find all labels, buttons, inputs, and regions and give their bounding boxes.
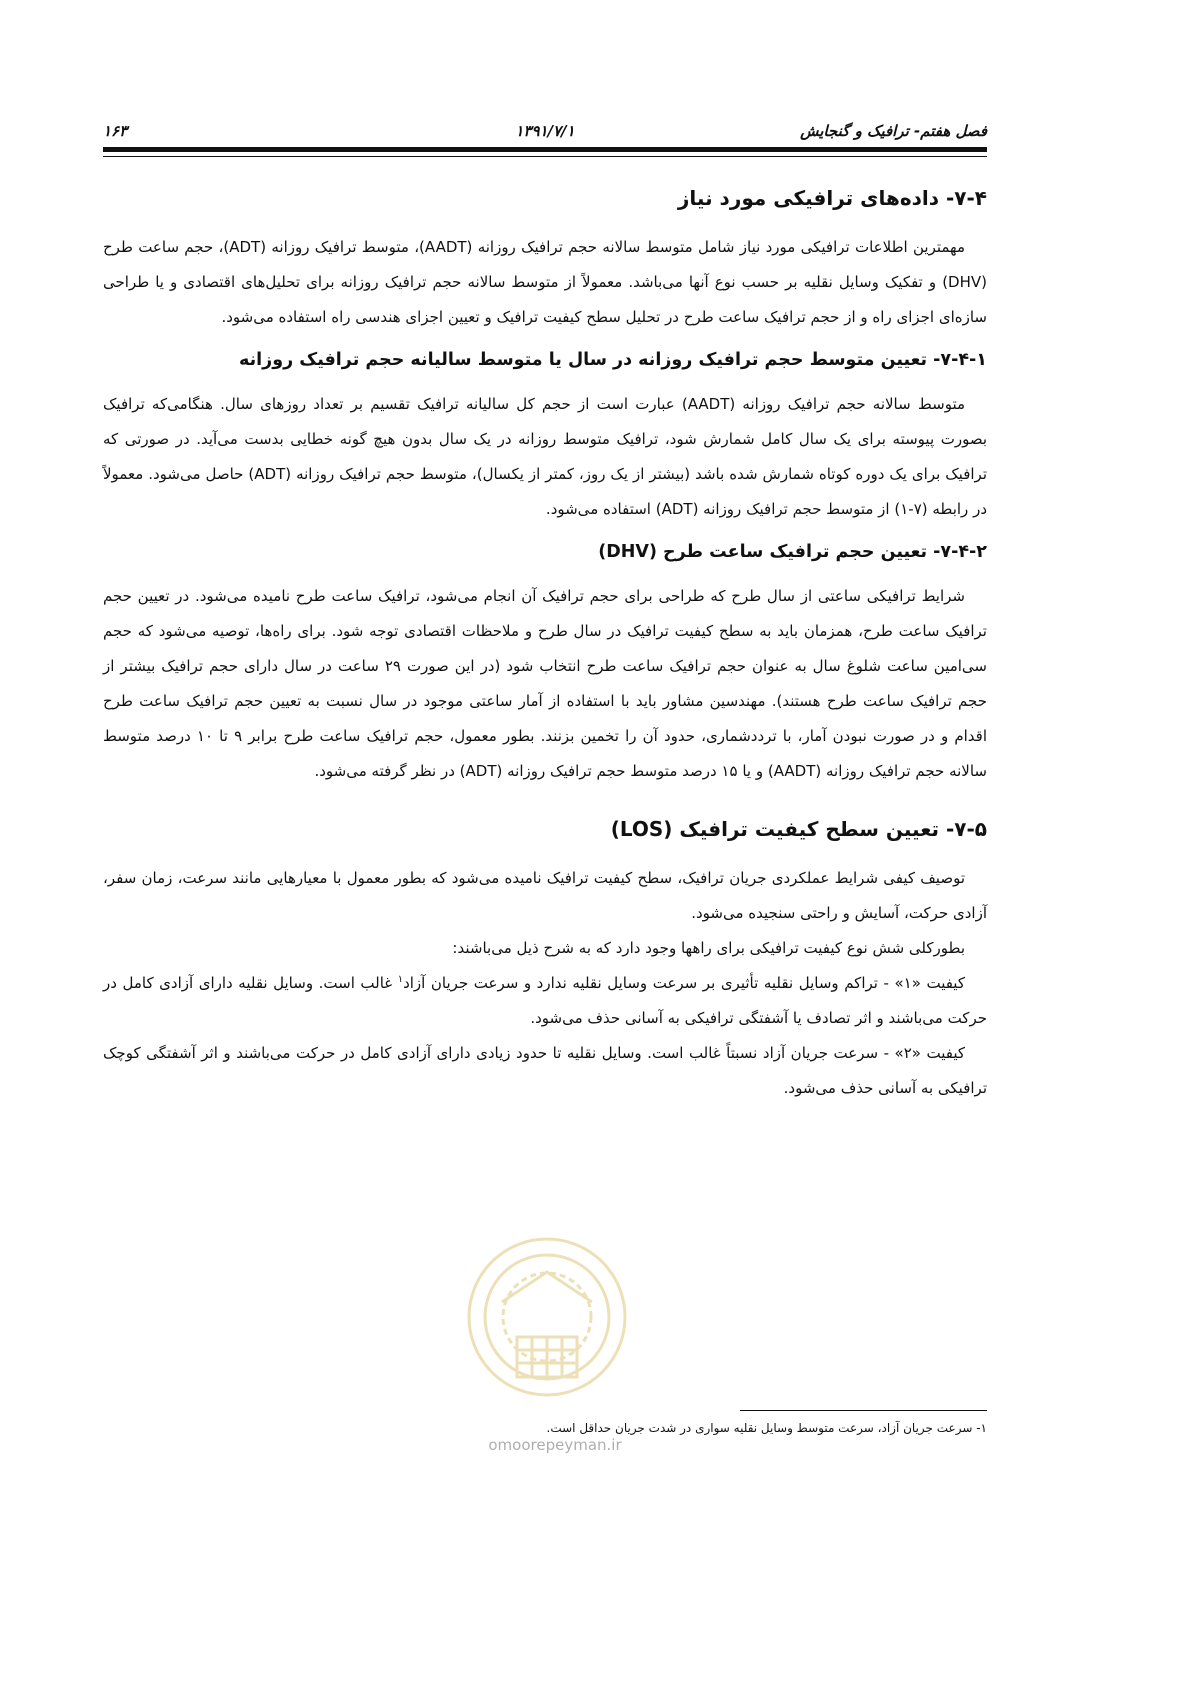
section-7-5-paragraph-2: بطورکلی شش نوع کیفیت ترافیکی برای راهها وجود دارد که به شرح ذیل می‌باشند: xyxy=(452,939,965,957)
footnote-ref[interactable]: ۱ xyxy=(397,974,404,985)
section-7-4-1-paragraph: متوسط سالانه حجم ترافیک روزانه (AADT) عبارت است از حجم کل سالیانه ترافیک تقسیم بر تعداد روزهای سال. هنگامی‌که ترافیک بصورت پیوسته برای یک سال کامل شمارش شود، ترافیک متوسط روزانه در یک سال بدون هیچ گونه خطایی بدست می‌آید. در صورتی که ترافیک برای یک دوره کوتاه شمارش شده باشد (بیشتر از یک روز، کمتر از یکسال)، متوسط حجم ترافیک روزانه (ADT) حاصل می‌شود. معمولاً در رابطه (۷-۱) از متوسط حجم ترافیک روزانه (ADT) استفاده می‌شود. xyxy=(103,395,987,518)
header-rule-thick xyxy=(103,147,987,152)
footnote-rule xyxy=(740,1410,987,1411)
section-heading-7-4-2: ۷-۴-۲- تعیین حجم ترافیک ساعت طرح (DHV) xyxy=(598,542,987,562)
quality-level-1 xyxy=(103,966,987,1036)
section-heading-7-4: ۷-۴- داده‌های ترافیکی مورد نیاز xyxy=(677,186,987,210)
watermark-logo-icon xyxy=(462,1232,632,1402)
watermark-site: omoorepeyman.ir xyxy=(488,1436,622,1454)
header-date: ۱۳۹۱/۷/۱ xyxy=(515,122,575,140)
quality-1-rest: غالب است. وسایل نقلیه دارای آزادی کامل در حرکت می‌باشند و اثر تصادف یا آشفتگی ترافیکی به آسانی حذف می‌شود. xyxy=(103,974,987,1027)
page-number: ۱۶۳ xyxy=(103,122,128,140)
section-7-4-2-paragraph: شرایط ترافیکی ساعتی از سال طرح که طراحی برای حجم ترافیک آن انجام می‌شود، ترافیک ساعت طرح نامیده می‌شود. در تعیین حجم ترافیک ساعت طرح، همزمان باید به سطح کیفیت ترافیک در سال طرح و ملاحظات اقتصادی توجه شود. برای راه‌ها، توصیه می‌شود که حجم سی‌امین ساعت شلوغ سال به عنوان حجم ترافیک ساعت طرح انتخاب شود (در این صورت ۲۹ ساعت در سال دارای حجم ترافیک بیشتر از حجم ترافیک ساعت طرح هستند). مهندسین مشاور باید با استفاده از آمار ساعتی موجود در سال نسبت به تعیین حجم ترافیک ساعت طرح اقدام و در صورت نبودن آمار، با تردد‌شماری، حدود آن را تخمین بزنند. بطور معمول، حجم ترافیک ساعت طرح برابر ۹ تا ۱۰ درصد متوسط سالانه حجم ترافیک روزانه (AADT) و یا ۱۵ درصد متوسط حجم ترافیک روزانه (ADT) در نظر گرفته می‌شود. xyxy=(103,587,987,780)
quality-1-text: کیفیت «۱» - تراکم وسایل نقلیه تأثیری بر سرعت وسایل نقلیه ندارد و سرعت جریان آزاد xyxy=(403,974,965,992)
body-content xyxy=(103,172,987,1106)
chapter-title: فصل هفتم- ترافیک و گنجایش xyxy=(800,122,987,140)
quality-level-2: کیفیت «۲» - سرعت جریان آزاد نسبتاً غالب است. وسایل نقلیه تا حدود زیادی دارای آزادی کامل در حرکت می‌باشند و اثر آشفتگی کوچک ترافیکی به آسانی حذف می‌شود. xyxy=(103,1044,987,1097)
running-header xyxy=(103,118,987,144)
section-heading-7-5: ۷-۵- تعیین سطح کیفیت ترافیک (LOS) xyxy=(610,817,987,841)
section-7-4-paragraph: مهمترین اطلاعات ترافیکی مورد نیاز شامل متوسط سالانه حجم ترافیک روزانه (AADT)، متوسط ترافیک روزانه (ADT)، حجم ساعت طرح (DHV) و تفکیک وسایل نقلیه بر حسب نوع آنها می‌باشد. معمولاً از متوسط سالانه حجم ترافیک روزانه برای تحلیل‌های اقتصادی و یا طراحی سازه‌ای اجزای راه و از حجم ترافیک ساعت طرح در تحلیل سطح کیفیت ترافیک و تعیین اجزای هندسی راه استفاده می‌شود. xyxy=(103,238,987,326)
footnote: ۱- سرعت جریان آزاد، سرعت متوسط وسایل نقلیه سواری در شدت جریان حداقل است. xyxy=(546,1421,987,1435)
header-rule-thin xyxy=(103,156,987,157)
section-7-5-paragraph-1: توصیف کیفی شرایط عملکردی جریان ترافیک، سطح کیفیت ترافیک نامیده می‌شود که بطور معمول با معیارهایی مانند سرعت، زمان سفر، آزادی حرکت، آسایش و راحتی سنجیده می‌شود. xyxy=(103,869,987,922)
section-heading-7-4-1: ۷-۴-۱- تعیین متوسط حجم ترافیک روزانه در سال یا متوسط سالیانه حجم ترافیک روزانه xyxy=(238,350,987,370)
